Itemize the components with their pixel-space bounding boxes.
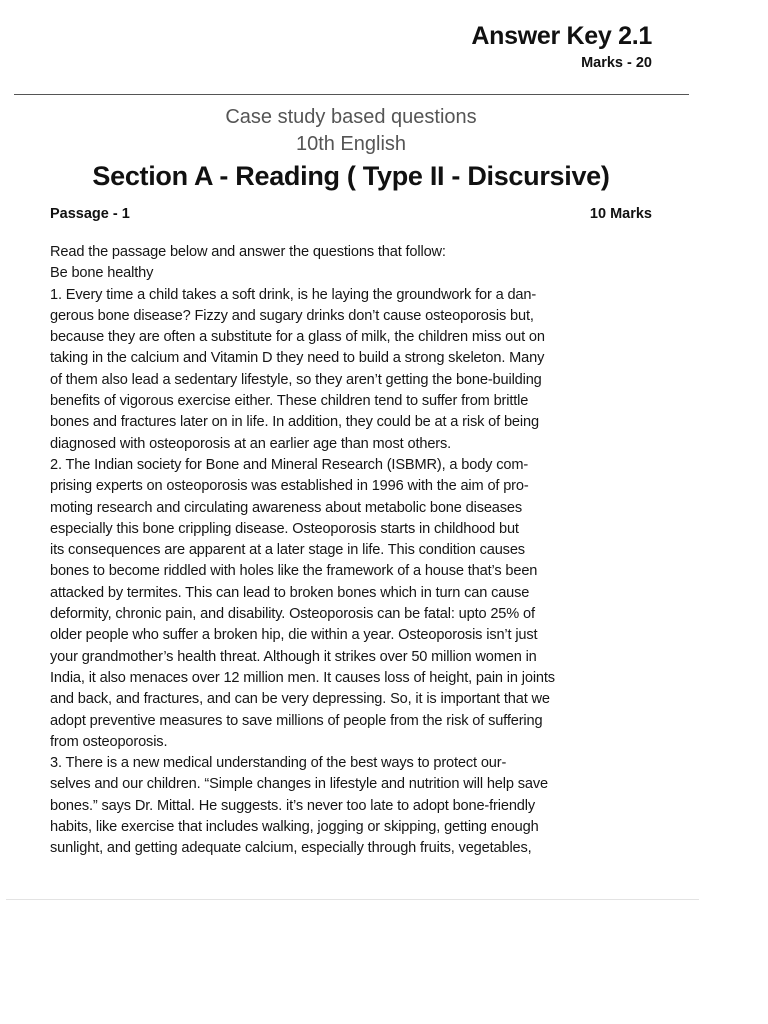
case-study-subtitle: Case study based questions bbox=[225, 106, 477, 128]
passage-line: 3. There is a new medical understanding of the best ways to protect our- bbox=[50, 755, 507, 772]
passage-line: especially this bone crippling disease. Osteoporosis starts in childhood but bbox=[50, 520, 519, 537]
header-divider bbox=[14, 94, 689, 95]
page-bottom-divider bbox=[6, 899, 699, 900]
total-marks: Marks - 20 bbox=[581, 55, 652, 71]
class-subtitle: 10th English bbox=[295, 133, 407, 155]
passage-line: bones to become riddled with holes like the framework of a house that’s been bbox=[50, 563, 538, 580]
passage-line: its consequences are apparent at a later stage in life. This condition causes bbox=[50, 542, 525, 559]
section-title: Section A - Reading ( Type II - Discursive) bbox=[92, 161, 610, 191]
passage-line: bones and fractures later on in life. In addition, they could be at a risk of being bbox=[50, 414, 539, 431]
passage-body bbox=[50, 242, 610, 860]
passage-line: habits, like exercise that includes walking, jogging or skipping, getting enough bbox=[50, 819, 539, 836]
passage-line: deformity, chronic pain, and disability. Osteoporosis can be fatal: upto 25% of bbox=[50, 606, 535, 623]
passage-line: prising experts on osteoporosis was established in 1996 with the aim of pro- bbox=[50, 478, 529, 495]
passage-label: Passage - 1 bbox=[50, 206, 130, 222]
passage-line: adopt preventive measures to save millions of people from the risk of suffering bbox=[50, 712, 543, 729]
passage-line: and back, and fractures, and can be very depressing. So, it is important that we bbox=[50, 691, 550, 708]
passage-line: benefits of vigorous exercise either. These children tend to suffer from brittle bbox=[50, 393, 529, 410]
passage-line: 1. Every time a child takes a soft drink, is he laying the groundwork for a dan- bbox=[50, 286, 537, 303]
passage-line: diagnosed with osteoporosis at an earlier age than most others. bbox=[50, 435, 452, 452]
passage-line: 2. The Indian society for Bone and Mineral Research (ISBMR), a body com- bbox=[50, 456, 529, 473]
passage-line: bones.” says Dr. Mittal. He suggests. it’s never too late to adopt bone-friendly bbox=[50, 797, 535, 814]
passage-line: taking in the calcium and Vitamin D they need to build a strong skeleton. Many bbox=[50, 350, 545, 367]
passage-line: moting research and circulating awareness about metabolic bone diseases bbox=[50, 499, 523, 516]
passage-line: of them also lead a sedentary lifestyle, so they aren’t getting the bone-building bbox=[50, 371, 542, 388]
passage-line: sunlight, and getting adequate calcium, especially through fruits, vegetables, bbox=[50, 840, 532, 857]
passage-line: gerous bone disease? Fizzy and sugary drinks don’t cause osteoporosis but, bbox=[50, 307, 534, 324]
passage-line: because they are often a substitute for a glass of milk, the children miss out on bbox=[50, 329, 545, 346]
passage-line: attacked by termites. This can lead to broken bones which in turn can cause bbox=[50, 584, 530, 601]
passage-marks: 10 Marks bbox=[589, 206, 652, 222]
passage-line: selves and our children. “Simple changes in lifestyle and nutrition will help save bbox=[50, 776, 548, 793]
answer-key-title: Answer Key 2.1 bbox=[471, 22, 652, 50]
passage-line: older people who suffer a broken hip, die within a year. Osteoporosis isn’t just bbox=[50, 627, 538, 644]
passage-line: Read the passage below and answer the questions that follow: bbox=[50, 244, 446, 260]
passage-line: from osteoporosis. bbox=[50, 733, 168, 750]
passage-line: India, it also menaces over 12 million men. It causes loss of height, pain in joints bbox=[50, 669, 555, 686]
passage-line: your grandmother’s health threat. Although it strikes over 50 million women in bbox=[50, 648, 537, 665]
passage-line: Be bone healthy bbox=[50, 265, 154, 282]
